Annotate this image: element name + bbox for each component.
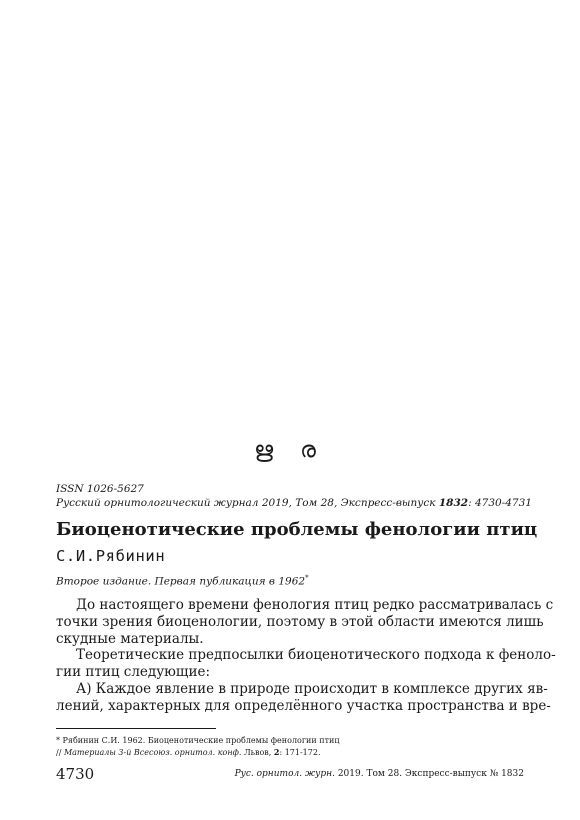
text-line: скудные материалы.: [56, 630, 204, 647]
footnote-volume: 2: [273, 746, 280, 757]
article-author: С.И.Рябинин: [56, 547, 166, 565]
footer-issue: 2019. Том 28. Экспресс-выпуск № 1832: [334, 769, 524, 779]
journal-citation: [56, 497, 532, 509]
paragraph: [56, 597, 554, 647]
edition-note: [56, 574, 309, 588]
issue-number: 1832: [438, 497, 469, 509]
article-body: [56, 597, 556, 715]
footnote-line-1: * Рябинин С.И. 1962. Биоценотические проблемы фенологии птиц: [56, 736, 340, 745]
ornament-left-icon: ഋ: [254, 438, 284, 463]
text-line: гии птиц следующие:: [56, 664, 211, 681]
text-line: Теоретические предпосылки биоценотического подхода к феноло-: [76, 647, 556, 664]
journal-prefix: Русский орнитологический журнал 2019, Том 28, Экспресс-выпуск: [56, 497, 439, 509]
footnote-mark: *: [305, 574, 309, 582]
footnote-pages: : 171-172.: [279, 747, 321, 757]
paragraph: [56, 680, 551, 715]
footnote-source: Материалы 3-й Всесоюз. орнитол. конф.: [63, 747, 242, 757]
running-footer: [235, 769, 524, 779]
paragraph: [56, 647, 556, 681]
issn: ISSN 1026-5627: [56, 483, 144, 495]
page-number: 4730: [56, 765, 95, 783]
text-line: лений, характерных для определённого участка пространства и вре-: [56, 697, 551, 714]
footnote-prefix: //: [56, 747, 64, 757]
page-range: : 4730-4731: [468, 497, 532, 509]
edition-text: Второе издание. Первая публикация в 1962: [56, 575, 306, 588]
footnote-rule: [56, 728, 216, 729]
footnote-line-2: [56, 747, 339, 759]
ornament-divider: [0, 438, 580, 463]
footer-journal: Рус. орнитол. журн.: [234, 769, 335, 779]
text-line: точки зрения биоценологии, поэтому в этой области имеются лишь: [56, 613, 544, 630]
article-title: Биоценотические проблемы фенологии птиц: [56, 519, 538, 540]
footnote: [56, 736, 339, 758]
text-line: А) Каждое явление в природе происходит в комплексе других яв-: [76, 680, 548, 697]
ornament-right-icon: ര: [300, 438, 326, 463]
text-line: До настоящего времени фенология птиц редко рассматривалась с: [76, 597, 554, 613]
footnote-mid: Львов,: [241, 747, 274, 757]
